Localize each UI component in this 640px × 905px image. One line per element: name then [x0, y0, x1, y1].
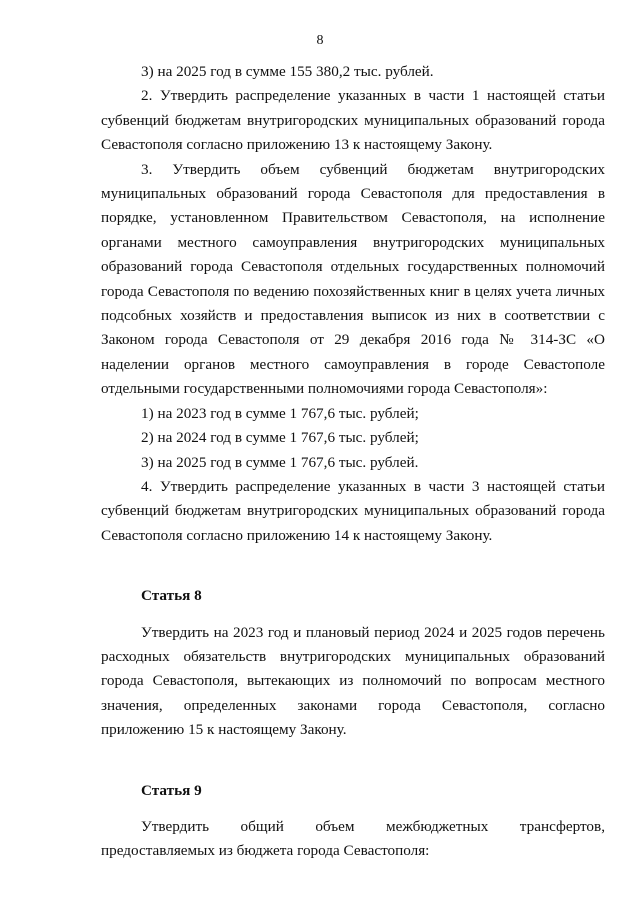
heading-gap	[101, 609, 605, 621]
paragraph-part-3: 3. Утвердить объем субвенций бюджетам внутригородских муниципальных образований города Севастополя для предоставления в порядке, установленном Правительством Севастополя, на исполнение органами местного самоуправления внутригородских муниципальных образований города Севастополя отдельных государственных полномочий города Севастополя по ведению похозяйственных книг в целях учета личных подсобных хозяйств и предоставления выписок из них в соответствии с Законом города Севастополя от 29 декабря 2016 года № 314-ЗС «О наделении органов местного самоуправления в городе Севастополе отдельными государственными полномочиями города Севастополя»:	[101, 160, 605, 398]
article-8-text: Утвердить на 2023 год и плановый период 2024 и 2025 годов перечень расходных обязательств внутригородских муниципальных образований города Севастополя, вытекающих из полномочий по вопросам местного значения, определенных законами города Севастополя, согласно приложению 15 к настоящему Закону.	[101, 623, 605, 739]
document-body	[101, 60, 605, 864]
heading-gap	[101, 803, 605, 815]
section-gap	[101, 548, 605, 584]
list-item-2024: 2) на 2024 год в сумме 1 767,6 тыс. рублей;	[141, 429, 419, 447]
list-item-2023: 1) на 2023 год в сумме 1 767,6 тыс. рублей;	[141, 404, 419, 422]
article-9-text: Утвердить общий объем межбюджетных трансфертов, предоставляемых из бюджета города Севастополя:	[101, 817, 605, 860]
list-item-2025-subventions: 3) на 2025 год в сумме 155 380,2 тыс. рублей.	[141, 63, 434, 80]
article-9-heading: Статья 9	[141, 781, 202, 799]
list-item-2025: 3) на 2025 год в сумме 1 767,6 тыс. рублей.	[141, 453, 419, 471]
paragraph-part-2: 2. Утвердить распределение указанных в части 1 настоящей статьи субвенций бюджетам внутригородских муниципальных образований города Севастополя согласно приложению 13 к настоящему Закону.	[101, 87, 605, 154]
page-number: 8	[316, 33, 324, 48]
paragraph-part-4: 4. Утвердить распределение указанных в части 3 настоящей статьи субвенций бюджетам внутригородских муниципальных образований города Севастополя согласно приложению 14 к настоящему Закону.	[101, 477, 605, 544]
article-8-heading: Статья 8	[141, 587, 202, 605]
section-gap	[101, 743, 605, 779]
